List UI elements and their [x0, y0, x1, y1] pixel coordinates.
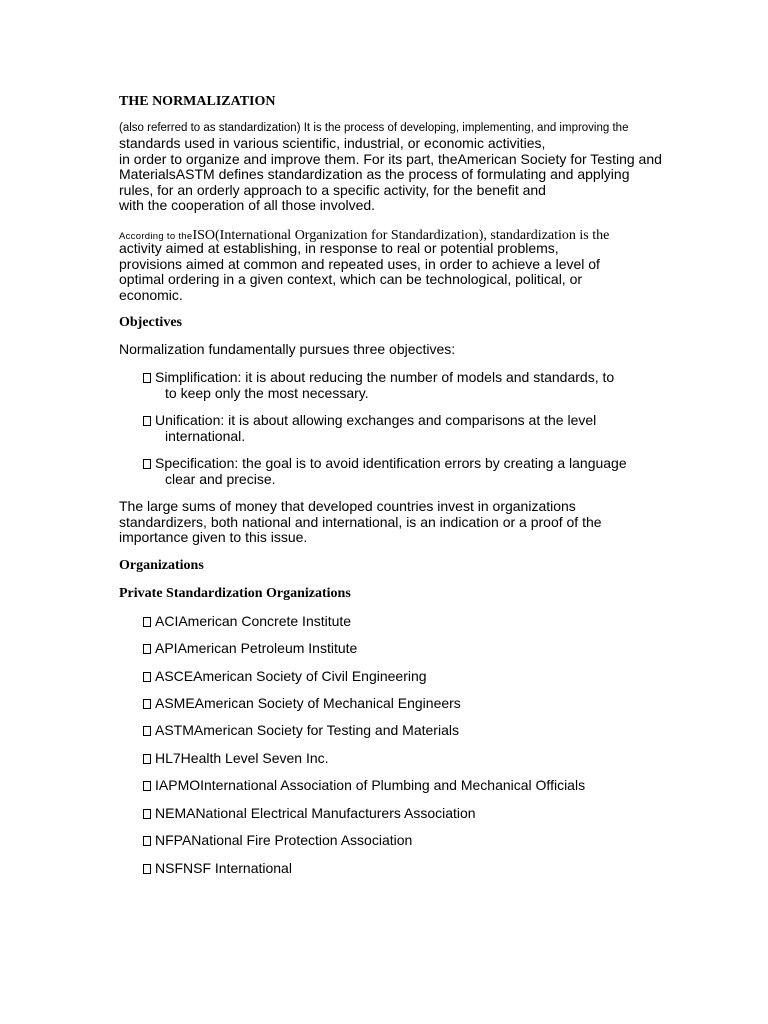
paragraph-line: The large sums of money that developed countries invest in organizations — [119, 498, 576, 514]
organization-item — [143, 777, 585, 793]
missing-glyph-box-icon — [143, 836, 151, 846]
organization-item — [143, 750, 329, 766]
missing-glyph-box-icon — [143, 754, 151, 764]
organization-name: ACIAmerican Concrete Institute — [155, 613, 352, 629]
organization-name: HL7Health Level Seven Inc. — [155, 750, 329, 766]
intro-paragraph — [119, 136, 674, 214]
organization-item — [143, 832, 412, 848]
missing-glyph-box-icon — [143, 699, 151, 709]
private-organizations-heading: Private Standardization Organizations — [119, 586, 351, 601]
missing-glyph-box-icon — [143, 416, 151, 426]
organization-name: ASTMAmerican Society for Testing and Materials — [155, 722, 459, 738]
paragraph-line: activity aimed at establishing, in response to real or potential problems, — [119, 240, 559, 256]
missing-glyph-box-icon — [143, 617, 151, 627]
paragraph-line: economic. — [119, 286, 183, 303]
missing-glyph-box-icon — [143, 672, 151, 682]
paragraph-line: provisions aimed at common and repeated uses, in order to achieve a level of — [119, 255, 600, 272]
objective-item — [143, 370, 666, 401]
organizations-heading: Organizations — [119, 558, 204, 573]
organization-item — [143, 640, 357, 656]
paragraph-line: importance given to this issue. — [119, 529, 308, 546]
missing-glyph-box-icon — [143, 726, 151, 736]
paragraph-line: standardizers, both national and international, is an indication or a proof of the — [119, 513, 602, 530]
objective-item — [143, 413, 639, 444]
organization-item — [143, 695, 461, 711]
missing-glyph-box-icon — [143, 864, 151, 874]
objectives-heading: Objectives — [119, 315, 182, 330]
objective-line: Specification: the goal is to avoid identification errors by creating a language — [155, 455, 627, 471]
missing-glyph-box-icon — [143, 781, 151, 791]
organization-name: APIAmerican Petroleum Institute — [155, 640, 358, 656]
objective-item — [143, 456, 657, 487]
objective-continuation: international. — [165, 427, 246, 444]
objective-continuation: clear and precise. — [165, 470, 276, 487]
intro-first-line: (also referred to as standardization) It is the process of developing, implementing, and improving the — [119, 122, 629, 134]
missing-glyph-box-icon — [143, 373, 151, 383]
objective-continuation: to keep only the most necessary. — [165, 384, 369, 401]
paragraph-line: optimal ordering in a given context, which can be technological, political, or — [119, 271, 583, 288]
paragraph-line: rules, for an orderly approach to a specific activity, for the benefit and — [119, 181, 546, 198]
organization-item — [143, 860, 292, 876]
organization-name: ASMEAmerican Society of Mechanical Engineers — [155, 695, 461, 711]
document-title: THE NORMALIZATION — [119, 94, 276, 109]
organization-item — [143, 805, 476, 821]
organization-name: IAPMOInternational Association of Plumbing and Mechanical Officials — [155, 777, 586, 793]
organization-name: NEMANational Electrical Manufacturers Association — [155, 805, 476, 821]
iso-text: ISO(International Organization for Standardization), standardization is the — [192, 228, 610, 243]
missing-glyph-box-icon — [143, 644, 151, 654]
organization-item — [143, 722, 459, 738]
organization-name: NSFNSF International — [155, 860, 292, 876]
paragraph-line: standards used in various scientific, industrial, or economic activities, — [119, 135, 546, 151]
paragraph-line: in order to organize and improve them. For its part, theAmerican Society for Testing and — [119, 150, 662, 167]
objective-line: Unification: it is about allowing exchanges and comparisons at the level — [155, 412, 597, 428]
investment-paragraph — [119, 499, 621, 546]
missing-glyph-box-icon — [143, 459, 151, 469]
organization-name: ASCEAmerican Society of Civil Engineering — [155, 668, 427, 684]
organization-item — [143, 613, 351, 629]
iso-definition-paragraph — [119, 241, 674, 303]
objectives-intro: Normalization fundamentally pursues three objectives: — [119, 341, 456, 357]
paragraph-line: with the cooperation of all those involved. — [119, 197, 376, 214]
missing-glyph-box-icon — [143, 809, 151, 819]
iso-prefix: According to the — [119, 231, 193, 242]
organization-name: NFPANational Fire Protection Association — [155, 832, 413, 848]
organization-item — [143, 668, 427, 684]
paragraph-line: MaterialsASTM defines standardization as the process of formulating and applying — [119, 166, 630, 183]
objective-line: Simplification: it is about reducing the number of models and standards, to — [155, 369, 615, 385]
